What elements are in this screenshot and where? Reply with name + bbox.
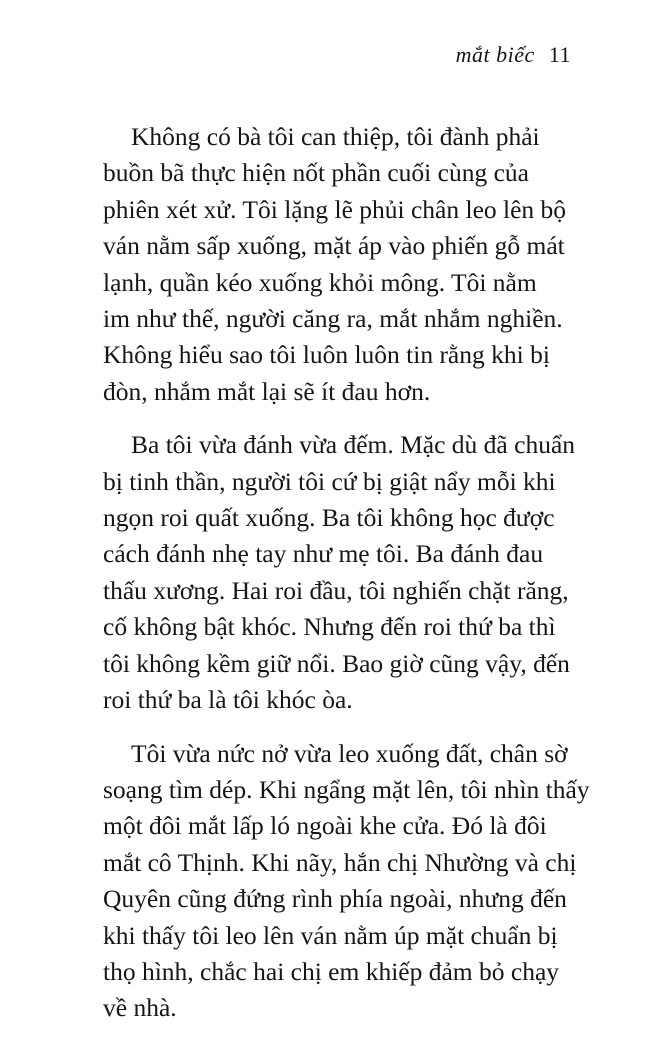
text-line: soạng tìm dép. Khi ngẩng mặt lên, tôi nhìn thấy <box>103 774 590 804</box>
text-line: Ba tôi vừa đánh vừa đếm. Mặc dù đã chuẩn <box>131 430 576 460</box>
text-line: mắt cô Thịnh. Khi nãy, hắn chị Nhường và chị <box>103 847 577 877</box>
text-line: lạnh, quần kéo xuống khỏi mông. Tôi nằm <box>103 267 537 297</box>
paragraph-2 <box>103 427 576 718</box>
text-line: bị tinh thần, người tôi cứ bị giật nẩy mỗi khi <box>103 466 556 496</box>
text-line: phiên xét xử. Tôi lặng lẽ phủi chân leo lên bộ <box>103 194 567 224</box>
text-line: Không có bà tôi can thiệp, tôi đành phải <box>131 122 540 151</box>
running-header <box>456 42 571 68</box>
text-line: buồn bã thực hiện nốt phần cuối cùng của <box>103 158 529 188</box>
text-line: ngọn roi quất xuống. Ba tôi không học được <box>103 503 555 533</box>
text-line: tôi không kềm giữ nổi. Bao giờ cũng vậy, đến <box>103 648 570 678</box>
text-line: thọ hình, chắc hai chị em khiếp đảm bỏ chạy <box>103 956 560 986</box>
book-title: mắt biếc <box>455 42 535 67</box>
body-text <box>103 119 590 1044</box>
paragraph-3 <box>103 736 590 1027</box>
text-line: Tôi vừa nức nở vừa leo xuống đất, chân sờ <box>131 738 568 768</box>
text-line: khi thấy tôi leo lên ván nằm úp mặt chuẩn bị <box>103 920 558 950</box>
text-line: Quyên cũng đứng rình phía ngoài, nhưng đến <box>103 884 567 914</box>
page-number: 11 <box>548 42 571 67</box>
text-line: thấu xương. Hai roi đầu, tôi nghiến chặt răng, <box>103 575 569 605</box>
text-line: về nhà. <box>103 993 177 1023</box>
text-line: cách đánh nhẹ tay như mẹ tôi. Ba đánh đau <box>103 539 544 569</box>
text-line: roi thứ ba là tôi khóc òa. <box>103 685 353 715</box>
text-line: đòn, nhắm mắt lại sẽ ít đau hơn. <box>103 376 431 406</box>
text-line: một đôi mắt lấp ló ngoài khe cửa. Đó là đôi <box>103 811 547 841</box>
text-line: cố không bật khóc. Nhưng đến roi thứ ba thì <box>103 612 556 642</box>
text-line: Không hiểu sao tôi luôn luôn tin rằng khi bị <box>103 340 550 370</box>
text-line: im như thế, người căng ra, mắt nhắm nghiền. <box>103 304 563 334</box>
paragraph-1 <box>103 119 573 410</box>
text-line: ván nằm sấp xuống, mặt áp vào phiến gỗ mát <box>103 231 565 261</box>
